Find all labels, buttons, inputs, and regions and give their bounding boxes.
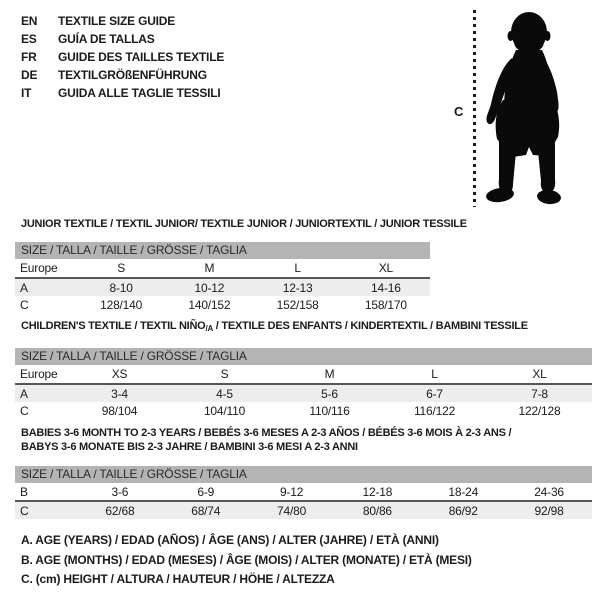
language-list	[21, 12, 224, 102]
age-cell: 4-5	[216, 386, 233, 401]
children-table-title	[21, 319, 528, 336]
lang-label: GUIDE DES TAILLES TEXTILE	[58, 50, 225, 64]
baby-silhouette-icon	[482, 8, 572, 208]
height-cell: 74/80	[277, 503, 307, 518]
footnote-a: A. AGE (YEARS) / EDAD (AÑOS) / ÂGE (ANS) / ALTER (JAHRE) / ETÀ (ANNI)	[21, 533, 439, 547]
language-row-en	[21, 12, 224, 30]
age-cell: 12-13	[282, 280, 313, 295]
age-cell: 7-8	[531, 386, 548, 401]
age-cell: 5-6	[321, 386, 338, 401]
language-row-it	[21, 84, 224, 102]
row-label: Europe	[20, 367, 58, 381]
age-cell: 14-16	[371, 280, 401, 295]
table-row-europe	[15, 259, 430, 277]
table-row-height	[15, 296, 430, 313]
lang-code: ES	[21, 32, 37, 46]
junior-table	[15, 242, 430, 313]
row-label: C	[20, 403, 29, 418]
lang-code: DE	[21, 68, 38, 82]
children-table	[15, 348, 592, 419]
age-cell: 12-18	[362, 484, 393, 499]
row-label: Europe	[20, 261, 58, 275]
age-cell: 24-36	[534, 484, 564, 499]
height-cell: 104/110	[203, 403, 246, 418]
height-cell: 86/92	[448, 503, 478, 518]
row-label: B	[20, 484, 28, 499]
lang-label: TEXTILGRÖßENFÜHRUNG	[58, 68, 207, 82]
age-cell: 10-12	[194, 280, 225, 295]
size-cell: XL	[378, 261, 394, 275]
lang-label: GUIDA ALLE TAGLIE TESSILI	[58, 86, 221, 100]
height-cell: 92/98	[534, 503, 564, 518]
size-header-bar: SIZE / TALLA / TAILLE / GRÖSSE / TAGLIA	[15, 348, 592, 365]
size-cell: M	[204, 261, 215, 275]
lang-code: FR	[21, 50, 37, 64]
size-cell: L	[294, 261, 301, 275]
size-cell: M	[324, 367, 335, 381]
title-text: / TEXTILE DES ENFANTS / KINDERTEXTIL / BAMBINI TESSILE	[212, 320, 528, 332]
height-cell: 140/152	[188, 297, 231, 312]
title-line-2: BABYS 3-6 MONATE BIS 2-3 JAHRE / BAMBINI 3-6 MESI A 2-3 ANNI	[21, 441, 358, 453]
size-cell: XS	[111, 367, 128, 381]
title-subscript: /A	[205, 324, 213, 333]
height-cell: 110/116	[309, 403, 350, 418]
height-cell: 116/122	[413, 403, 456, 418]
table-row-age	[15, 277, 430, 296]
size-cell: XL	[532, 367, 547, 381]
age-cell: 6-9	[197, 484, 215, 499]
footnote-b: B. AGE (MONTHS) / EDAD (MESES) / ÂGE (MOIS) / ALTER (MONATE) / ETÀ (MESI)	[21, 552, 472, 567]
height-cell: 122/128	[518, 403, 561, 418]
babies-table	[15, 466, 592, 519]
row-label: A	[20, 386, 28, 401]
age-cell: 18-24	[448, 484, 479, 499]
table-row-europe	[15, 365, 592, 383]
size-header-bar: SIZE / TALLA / TAILLE / GRÖSSE / TAGLIA	[15, 466, 592, 483]
age-cell: 3-4	[111, 386, 128, 401]
height-cell: 152/158	[276, 297, 319, 312]
size-cell: S	[220, 367, 229, 381]
height-cell: 98/104	[101, 403, 138, 418]
language-row-es	[21, 30, 224, 48]
title-line-1: BABIES 3-6 MONTH TO 2-3 YEARS / BEBÉS 3-6 MESES A 2-3 AÑOS / BÉBÉS 3-6 MOIS À 2-3 ANS /	[21, 427, 512, 439]
row-label: C	[20, 503, 29, 518]
table-row-age	[15, 383, 592, 402]
age-cell: 3-6	[111, 484, 129, 499]
height-cell: 62/68	[105, 503, 135, 518]
language-row-de	[21, 66, 224, 84]
size-cell: L	[431, 367, 438, 381]
height-measure-label: C	[454, 104, 464, 119]
lang-code: EN	[21, 14, 38, 28]
size-header-bar: SIZE / TALLA / TAILLE / GRÖSSE / TAGLIA	[15, 242, 430, 259]
lang-label: GUÍA DE TALLAS	[58, 32, 155, 46]
title-text: CHILDREN'S TEXTILE / TEXTIL NIÑO	[21, 320, 206, 332]
table-row-height	[15, 500, 592, 519]
height-dashed-line	[473, 10, 476, 207]
age-cell: 9-12	[279, 484, 304, 499]
age-cell: 6-7	[426, 386, 443, 401]
age-cell: 8-10	[109, 280, 133, 295]
footnotes	[21, 531, 472, 590]
row-label: C	[20, 297, 29, 312]
footnote-c: C. (cm) HEIGHT / ALTURA / HAUTEUR / HÖHE / ALTEZZA	[21, 572, 335, 586]
lang-code: IT	[21, 86, 32, 100]
table-row-height	[15, 402, 592, 419]
babies-table-title	[21, 426, 511, 454]
language-row-fr	[21, 48, 224, 66]
height-cell: 128/140	[100, 297, 143, 312]
height-cell: 68/74	[191, 503, 221, 518]
height-cell: 80/86	[362, 503, 392, 518]
height-cell: 158/170	[364, 297, 407, 312]
junior-table-title: JUNIOR TEXTILE / TEXTIL JUNIOR/ TEXTILE JUNIOR / JUNIORTEXTIL / JUNIOR TESSILE	[21, 218, 467, 230]
lang-label: TEXTILE SIZE GUIDE	[58, 14, 176, 28]
row-label: A	[20, 280, 28, 295]
table-row-age-months	[15, 483, 592, 500]
size-cell: S	[117, 261, 126, 275]
